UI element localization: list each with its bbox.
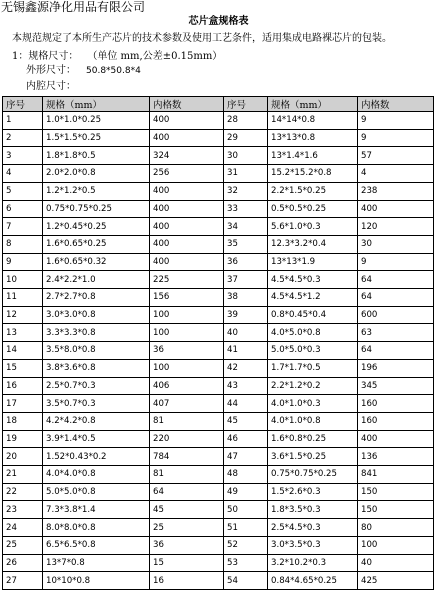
table-row (3, 342, 434, 360)
cell-index: 3 (3, 147, 43, 165)
cell-spec: 4.0*5.0*0.8 (268, 324, 358, 342)
cell-count: 4 (358, 165, 434, 183)
cell-spec: 3.2*10.2*0.3 (268, 554, 358, 572)
cell-index: 31 (224, 165, 268, 183)
cell-index: 7 (3, 218, 43, 236)
cell-index: 32 (224, 182, 268, 200)
table-row (3, 412, 434, 430)
cell-count: 150 (358, 483, 434, 501)
cell-count: 15 (150, 554, 224, 572)
table-row (3, 448, 434, 466)
cell-spec: 2.2*1.2*0.2 (268, 377, 358, 395)
table-row (3, 182, 434, 200)
cell-spec: 3.5*8.0*0.8 (43, 342, 150, 360)
cell-index: 27 (3, 572, 43, 590)
table-row (3, 324, 434, 342)
header-cells: 内格数 (358, 97, 434, 112)
cell-count: 64 (358, 289, 434, 307)
cell-spec: 13*13*0.8 (268, 129, 358, 147)
table-row (3, 112, 434, 130)
table-row (3, 147, 434, 165)
cell-index: 36 (224, 253, 268, 271)
cell-count: 100 (150, 324, 224, 342)
table-row (3, 306, 434, 324)
cell-index: 2 (3, 129, 43, 147)
table-row (3, 466, 434, 484)
table-row (3, 377, 434, 395)
cell-count: 150 (358, 501, 434, 519)
cell-index: 28 (224, 112, 268, 130)
cell-spec: 4.5*4.5*0.3 (268, 271, 358, 289)
cell-count: 36 (150, 342, 224, 360)
cell-index: 45 (224, 412, 268, 430)
cell-spec: 2.4*2.2*1.0 (43, 271, 150, 289)
cell-spec: 1.6*0.65*0.32 (43, 253, 150, 271)
table-row (3, 271, 434, 289)
intro-text: 本规范规定了本所生产芯片的技术参数及使用工艺条件，适用集成电路裸芯片的包装。 (12, 33, 392, 44)
cell-index: 17 (3, 395, 43, 413)
cell-spec: 2.7*2.7*0.8 (43, 289, 150, 307)
cell-count: 9 (358, 129, 434, 147)
header-spec: 规格（mm） (43, 97, 150, 112)
cell-spec: 5.6*1.0*0.3 (268, 218, 358, 236)
cell-index: 11 (3, 289, 43, 307)
header-spec: 规格（mm） (268, 97, 358, 112)
table-row (3, 129, 434, 147)
header-cells: 内格数 (150, 97, 224, 112)
cell-spec: 1.7*1.7*0.5 (268, 359, 358, 377)
cell-index: 46 (224, 430, 268, 448)
cell-spec: 1.5*1.5*0.25 (43, 129, 150, 147)
cell-count: 100 (150, 306, 224, 324)
cell-count: 400 (358, 200, 434, 218)
cell-count: 80 (358, 519, 434, 537)
cell-spec: 4.2*4.2*0.8 (43, 412, 150, 430)
cell-index: 48 (224, 466, 268, 484)
cell-count: 238 (358, 182, 434, 200)
table-row (3, 165, 434, 183)
cell-count: 9 (358, 253, 434, 271)
table-row (3, 235, 434, 253)
table-row (3, 289, 434, 307)
cell-count: 400 (150, 253, 224, 271)
cell-spec: 15.2*15.2*0.8 (268, 165, 358, 183)
cell-spec: 3.9*1.4*0.5 (43, 430, 150, 448)
cell-spec: 3.0*3.0*0.8 (43, 306, 150, 324)
cell-count: 64 (358, 271, 434, 289)
cell-index: 52 (224, 536, 268, 554)
cell-spec: 1.5*2.6*0.3 (268, 483, 358, 501)
cell-index: 50 (224, 501, 268, 519)
cell-spec: 1.6*0.65*0.25 (43, 235, 150, 253)
cell-spec: 0.5*0.5*0.25 (268, 200, 358, 218)
header-index: 序号 (3, 97, 43, 112)
cell-index: 20 (3, 448, 43, 466)
cell-count: 400 (150, 200, 224, 218)
cell-count: 425 (358, 572, 434, 590)
cell-index: 24 (3, 519, 43, 537)
cell-spec: 1.8*1.8*0.5 (43, 147, 150, 165)
cell-index: 13 (3, 324, 43, 342)
cell-count: 225 (150, 271, 224, 289)
cell-index: 54 (224, 572, 268, 590)
cell-index: 9 (3, 253, 43, 271)
cell-index: 10 (3, 271, 43, 289)
cell-spec: 14*14*0.8 (268, 112, 358, 130)
cell-index: 22 (3, 483, 43, 501)
cell-spec: 3.0*3.5*0.3 (268, 536, 358, 554)
cell-count: 36 (150, 536, 224, 554)
table-row (3, 501, 434, 519)
cell-index: 21 (3, 466, 43, 484)
cell-count: 324 (150, 147, 224, 165)
cell-count: 841 (358, 466, 434, 484)
cell-count: 100 (358, 536, 434, 554)
cell-index: 41 (224, 342, 268, 360)
cell-spec: 6.5*6.5*0.8 (43, 536, 150, 554)
table-row (3, 572, 434, 590)
cell-count: 160 (358, 395, 434, 413)
cell-count: 81 (150, 412, 224, 430)
table-header-row (3, 97, 434, 112)
cell-count: 57 (358, 147, 434, 165)
cell-spec: 13*7*0.8 (43, 554, 150, 572)
cell-spec: 0.84*4.65*0.25 (268, 572, 358, 590)
table-row (3, 483, 434, 501)
cell-index: 34 (224, 218, 268, 236)
cell-count: 160 (358, 412, 434, 430)
cell-index: 4 (3, 165, 43, 183)
cell-spec: 2.5*0.7*0.3 (43, 377, 150, 395)
cell-count: 64 (358, 342, 434, 360)
cell-count: 25 (150, 519, 224, 537)
cell-count: 16 (150, 572, 224, 590)
cell-index: 5 (3, 182, 43, 200)
cell-index: 23 (3, 501, 43, 519)
spec-table (2, 96, 434, 590)
table-row (3, 554, 434, 572)
cell-count: 784 (150, 448, 224, 466)
header-index: 序号 (224, 97, 268, 112)
cell-count: 63 (358, 324, 434, 342)
cell-count: 400 (358, 430, 434, 448)
table-row (3, 536, 434, 554)
cell-count: 400 (150, 235, 224, 253)
cell-spec: 4.0*4.0*0.8 (43, 466, 150, 484)
cell-spec: 3.5*0.7*0.3 (43, 395, 150, 413)
cell-spec: 2.0*2.0*0.8 (43, 165, 150, 183)
cell-count: 400 (150, 129, 224, 147)
cell-spec: 0.75*0.75*0.25 (268, 466, 358, 484)
cell-count: 136 (358, 448, 434, 466)
cell-index: 15 (3, 359, 43, 377)
cell-count: 45 (150, 501, 224, 519)
cell-spec: 1.8*3.5*0.3 (268, 501, 358, 519)
cell-count: 196 (358, 359, 434, 377)
cell-index: 47 (224, 448, 268, 466)
cell-spec: 4.0*1.0*0.8 (268, 412, 358, 430)
cell-spec: 4.5*4.5*1.2 (268, 289, 358, 307)
cell-index: 44 (224, 395, 268, 413)
spec-label: 1：规格尺寸： (12, 51, 79, 62)
cell-index: 16 (3, 377, 43, 395)
cell-index: 18 (3, 412, 43, 430)
company-name: 无锡鑫源净化用品有限公司 (1, 0, 146, 14)
cell-spec: 1.0*1.0*0.25 (43, 112, 150, 130)
cell-spec: 1.6*0.8*0.25 (268, 430, 358, 448)
cell-index: 25 (3, 536, 43, 554)
inner-size-label: 内腔尺寸： (26, 81, 76, 92)
cell-spec: 12.3*3.2*0.4 (268, 235, 358, 253)
cell-count: 600 (358, 306, 434, 324)
cell-count: 406 (150, 377, 224, 395)
cell-index: 29 (224, 129, 268, 147)
cell-index: 43 (224, 377, 268, 395)
cell-spec: 13*13*1.9 (268, 253, 358, 271)
cell-spec: 3.8*3.6*0.8 (43, 359, 150, 377)
cell-count: 100 (150, 359, 224, 377)
cell-index: 12 (3, 306, 43, 324)
cell-index: 38 (224, 289, 268, 307)
cell-spec: 2.5*4.5*0.3 (268, 519, 358, 537)
cell-spec: 13*1.4*1.6 (268, 147, 358, 165)
table-row (3, 253, 434, 271)
table-row (3, 200, 434, 218)
cell-count: 220 (150, 430, 224, 448)
cell-index: 39 (224, 306, 268, 324)
cell-index: 8 (3, 235, 43, 253)
cell-count: 30 (358, 235, 434, 253)
table-row (3, 519, 434, 537)
spec-line (12, 50, 222, 63)
table-row (3, 395, 434, 413)
cell-index: 51 (224, 519, 268, 537)
cell-spec: 7.3*3.8*1.4 (43, 501, 150, 519)
cell-count: 400 (150, 112, 224, 130)
cell-index: 40 (224, 324, 268, 342)
cell-count: 9 (358, 112, 434, 130)
cell-count: 407 (150, 395, 224, 413)
table-row (3, 359, 434, 377)
table-row (3, 218, 434, 236)
cell-count: 156 (150, 289, 224, 307)
outer-size-value: 50.8*50.8*4 (86, 66, 141, 76)
cell-index: 1 (3, 112, 43, 130)
cell-index: 30 (224, 147, 268, 165)
cell-spec: 0.75*0.75*0.25 (43, 200, 150, 218)
cell-spec: 0.8*0.45*0.4 (268, 306, 358, 324)
cell-index: 37 (224, 271, 268, 289)
cell-index: 35 (224, 235, 268, 253)
cell-spec: 4.0*1.0*0.3 (268, 395, 358, 413)
cell-index: 26 (3, 554, 43, 572)
cell-index: 49 (224, 483, 268, 501)
cell-count: 256 (150, 165, 224, 183)
cell-count: 400 (150, 182, 224, 200)
outer-size-label: 外形尺寸： (26, 65, 76, 76)
cell-index: 53 (224, 554, 268, 572)
cell-index: 14 (3, 342, 43, 360)
cell-count: 345 (358, 377, 434, 395)
cell-count: 120 (358, 218, 434, 236)
cell-index: 6 (3, 200, 43, 218)
cell-spec: 3.3*3.3*0.8 (43, 324, 150, 342)
outer-size-line (26, 64, 141, 78)
cell-count: 64 (150, 483, 224, 501)
cell-count: 40 (358, 554, 434, 572)
cell-spec: 1.2*1.2*0.5 (43, 182, 150, 200)
cell-spec: 5.0*5.0*0.3 (268, 342, 358, 360)
spec-note: （单位 mm,公差±0.15mm） (92, 51, 223, 62)
cell-spec: 8.0*8.0*0.8 (43, 519, 150, 537)
cell-spec: 5.0*5.0*0.8 (43, 483, 150, 501)
cell-spec: 3.6*1.5*0.25 (268, 448, 358, 466)
cell-index: 19 (3, 430, 43, 448)
cell-spec: 1.52*0.43*0.2 (43, 448, 150, 466)
inner-size-line (26, 80, 76, 93)
cell-spec: 10*10*0.8 (43, 572, 150, 590)
cell-count: 400 (150, 218, 224, 236)
cell-spec: 2.2*1.5*0.25 (268, 182, 358, 200)
page-title: 芯片盒规格表 (188, 16, 249, 27)
cell-count: 81 (150, 466, 224, 484)
table-row (3, 430, 434, 448)
cell-spec: 1.2*0.45*0.25 (43, 218, 150, 236)
cell-index: 33 (224, 200, 268, 218)
cell-index: 42 (224, 359, 268, 377)
